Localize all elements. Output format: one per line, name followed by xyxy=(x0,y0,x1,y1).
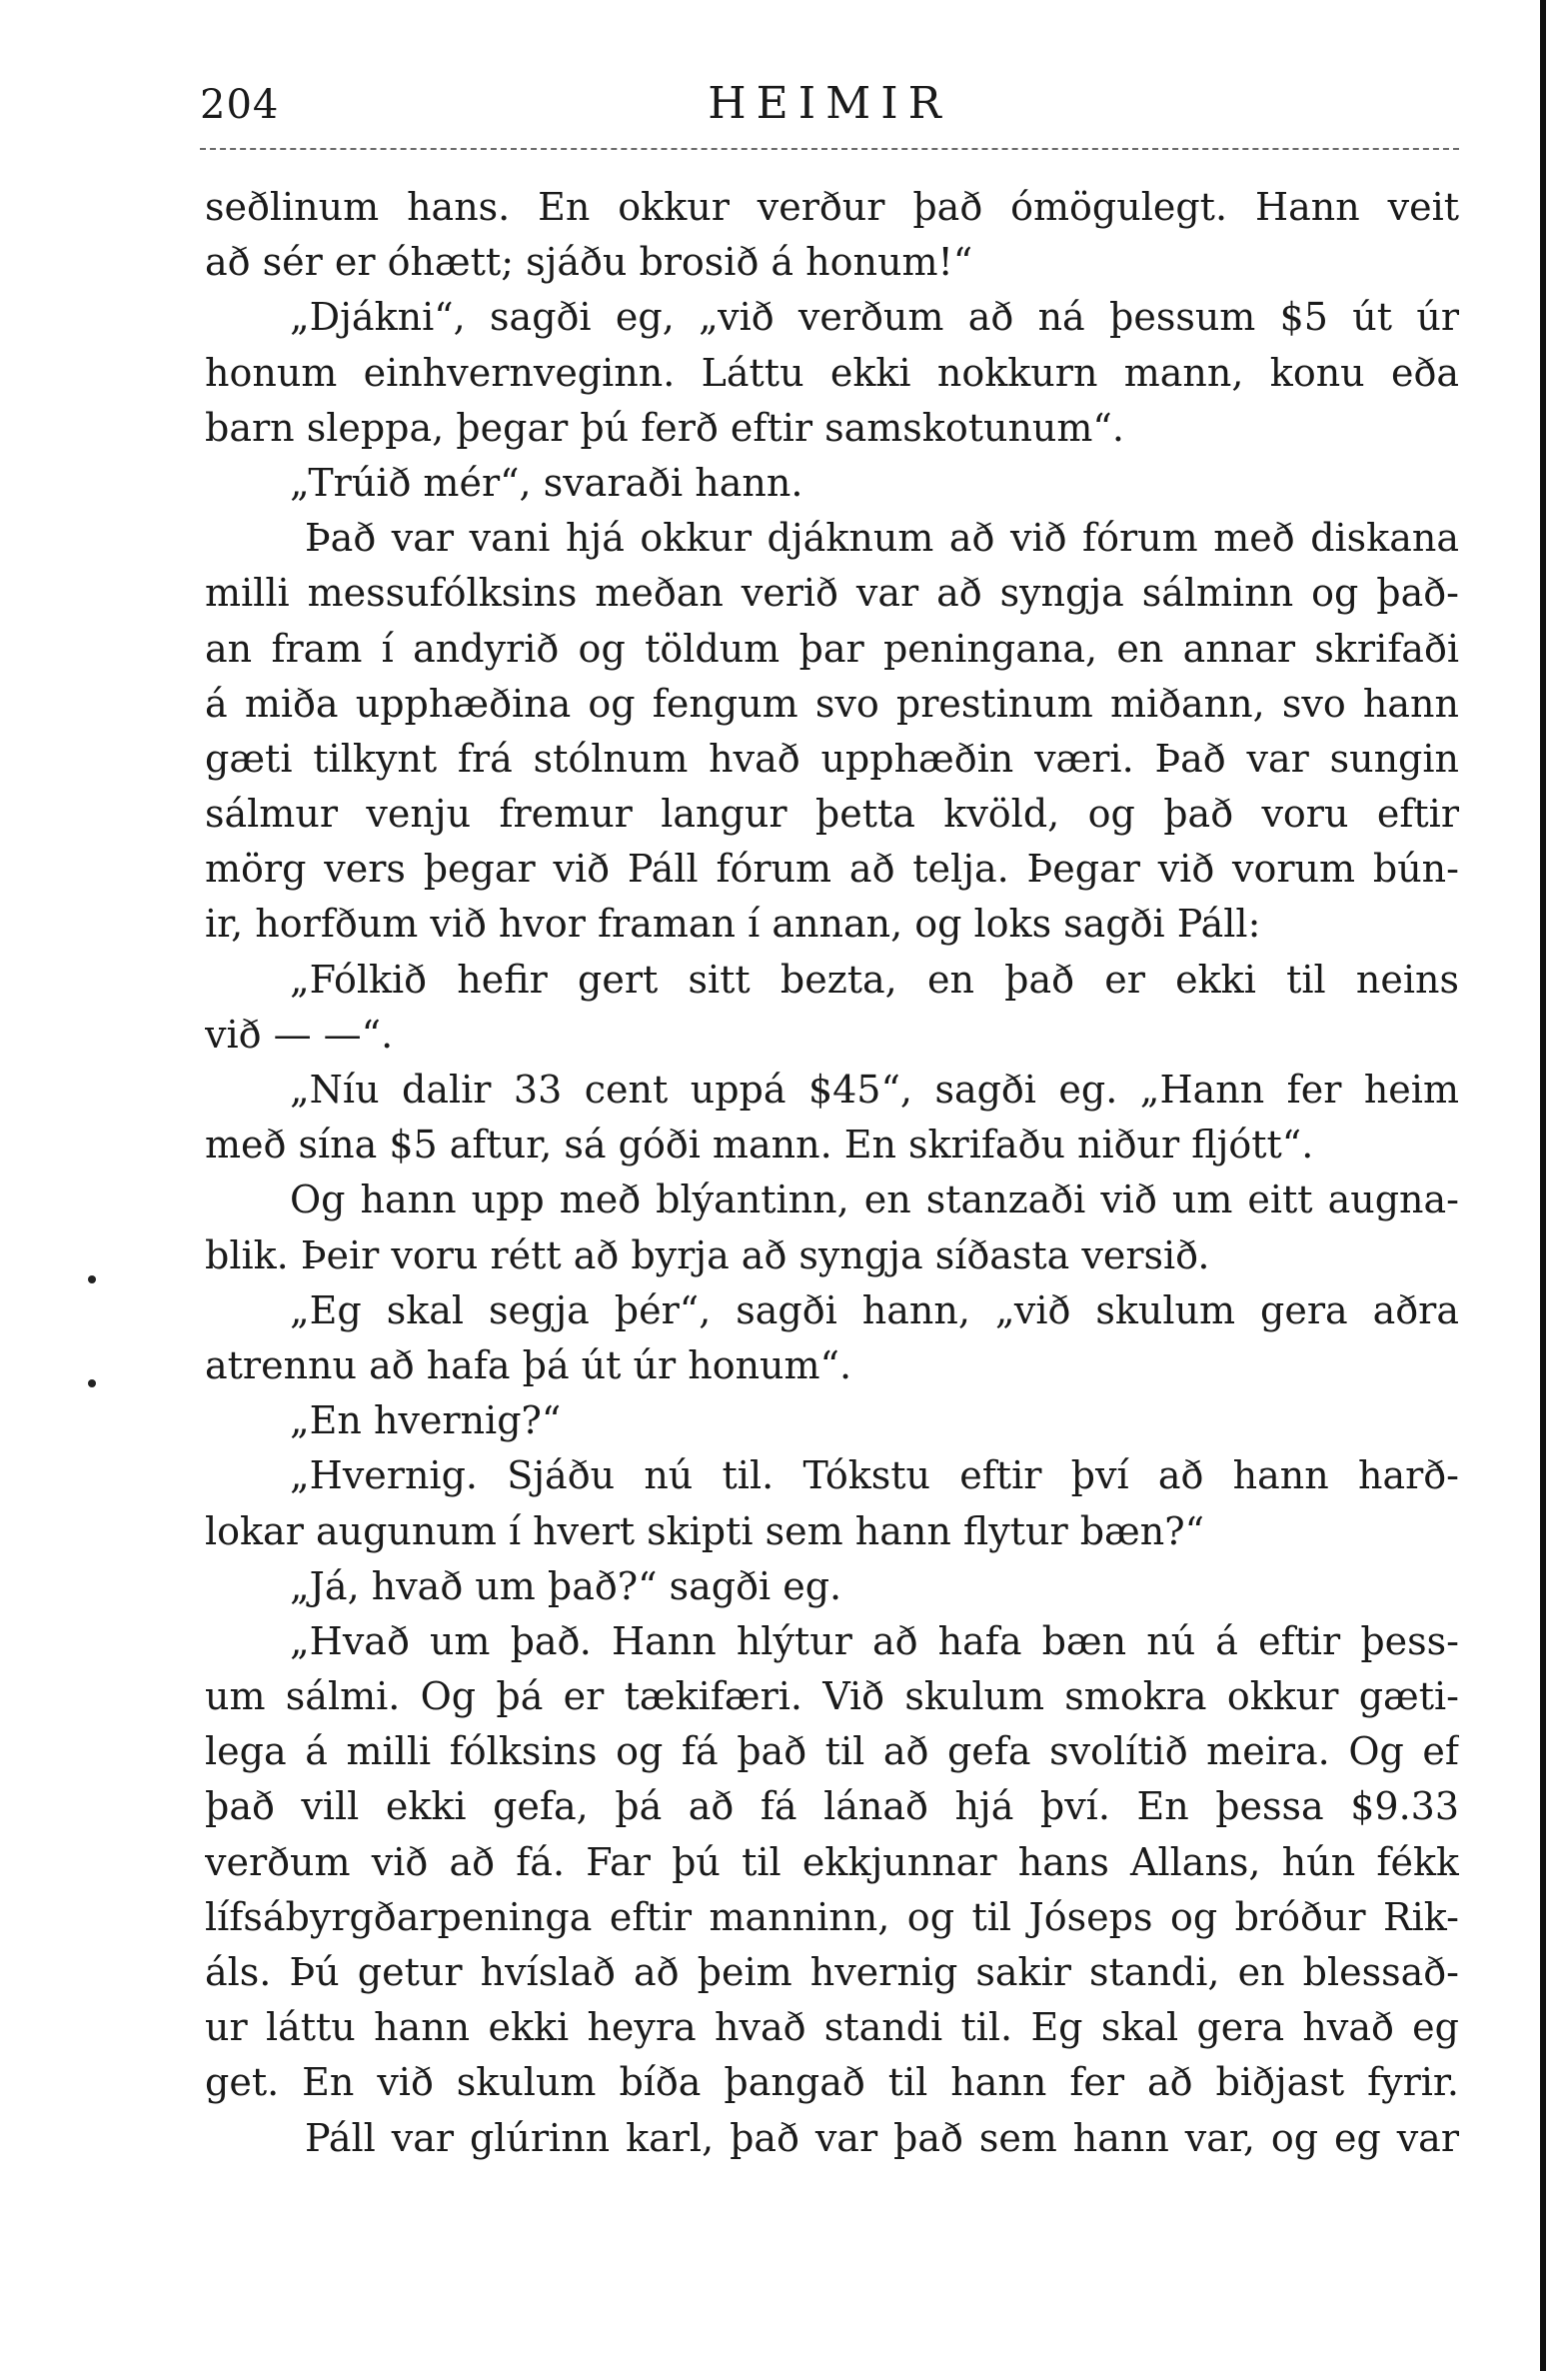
text-line: lífsábyrgðarpeninga eftir manninn, og til Jóseps og bróður Rik- xyxy=(205,1894,1459,1939)
text-line: lega á milli fólksins og fá það til að gefa svolítið meira. Og ef xyxy=(205,1729,1459,1774)
text-line: an fram í andyrið og töldum þar peningana, en annar skrifaði xyxy=(205,626,1459,671)
text-line: lokar augunum í hvert skipti sem hann flytur bæn?“ xyxy=(205,1508,1205,1553)
text-line: um sálmi. Og þá er tækifæri. Við skulum smokra okkur gæti- xyxy=(205,1674,1459,1719)
text-line: á miða upphæðina og fengum svo prestinum miðann, svo hann xyxy=(205,681,1459,726)
text-line: „Trúið mér“, svaraði hann. xyxy=(290,460,803,505)
page-header xyxy=(200,72,1459,142)
text-line: áls. Þú getur hvíslað að þeim hvernig sakir standi, en blessað- xyxy=(205,1950,1459,1994)
text-line: „Hvað um það. Hann hlýtur að hafa bæn nú á eftir þess- xyxy=(290,1618,1459,1663)
text-line: það vill ekki gefa, þá að fá lánað hjá því. En þessa $9.33 xyxy=(205,1784,1459,1829)
text-line: sálmur venju fremur langur þetta kvöld, og það voru eftir xyxy=(205,792,1459,837)
text-line: milli messufólksins meðan verið var að syngja sálminn og það- xyxy=(205,571,1459,616)
text-line: honum einhvernveginn. Láttu ekki nokkurn mann, konu eða xyxy=(205,350,1459,395)
text-line: Það var vani hjá okkur djáknum að við fórum með diskana xyxy=(305,516,1459,561)
running-title: HEIMIR xyxy=(708,78,951,129)
header-rule xyxy=(200,148,1459,150)
body-text xyxy=(205,180,1459,2166)
text-line: blik. Þeir voru rétt að byrja að syngja síðasta versið. xyxy=(205,1232,1210,1277)
page-edge-shadow xyxy=(1540,0,1546,2371)
text-line: „Eg skal segja þér“, sagði hann, „við skulum gera aðra xyxy=(290,1287,1459,1332)
page-number: 204 xyxy=(200,82,280,128)
text-line: barn sleppa, þegar þú ferð eftir samskotunum“. xyxy=(205,405,1124,450)
text-line: seðlinum hans. En okkur verður það ómögulegt. Hann veit xyxy=(205,185,1459,229)
text-line: „Já, hvað um það?“ sagði eg. xyxy=(290,1563,842,1608)
text-line: „Níu dalir 33 cent uppá $45“, sagði eg. „Hann fer heim xyxy=(290,1068,1459,1112)
text-line: með sína $5 aftur, sá góði mann. En skrifaðu niður fljótt“. xyxy=(205,1123,1314,1168)
text-line: ur láttu hann ekki heyra hvað standi til. Eg skal gera hvað eg xyxy=(205,2005,1459,2050)
margin-mark xyxy=(88,1275,96,1283)
text-line: mörg vers þegar við Páll fórum að telja. Þegar við vorum bún- xyxy=(205,847,1459,892)
text-line: „En hvernig?“ xyxy=(290,1398,562,1443)
text-line: að sér er óhætt; sjáðu brosið á honum!“ xyxy=(205,240,973,285)
margin-mark xyxy=(88,1379,96,1387)
text-line: Páll var glúrinn karl, það var það sem hann var, og eg var xyxy=(305,2115,1459,2160)
text-line: „Hvernig. Sjáðu nú til. Tókstu eftir því að hann harð- xyxy=(290,1453,1459,1498)
text-line: „Fólkið hefir gert sitt bezta, en það er ekki til neins xyxy=(290,957,1459,1002)
text-line: verðum við að fá. Far þú til ekkjunnar hans Allans, hún fékk xyxy=(205,1839,1459,1884)
text-line: Og hann upp með blýantinn, en stanzaði við um eitt augna- xyxy=(290,1178,1459,1222)
text-line: við — —“. xyxy=(205,1012,394,1057)
text-line: ir, horfðum við hvor framan í annan, og loks sagði Páll: xyxy=(205,902,1261,947)
text-line: atrennu að hafa þá út úr honum“. xyxy=(205,1342,852,1387)
text-line: gæti tilkynt frá stólnum hvað upphæðin væri. Það var sungin xyxy=(205,736,1459,781)
text-line: „Djákni“, sagði eg, „við verðum að ná þessum $5 út úr xyxy=(290,295,1459,340)
text-line: get. En við skulum bíða þangað til hann fer að biðjast fyrir. xyxy=(205,2060,1459,2105)
